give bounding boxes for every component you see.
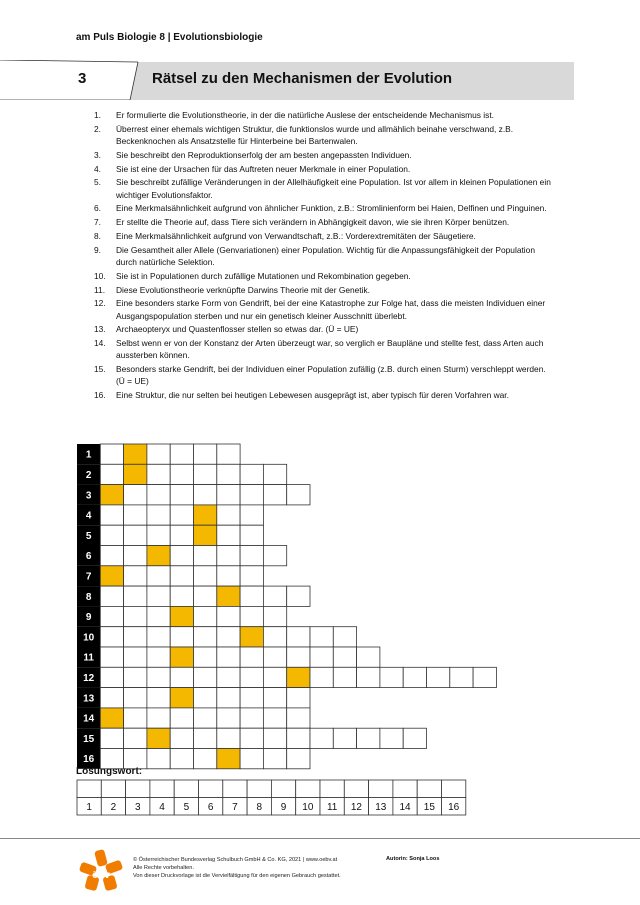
- clue-number: 9.: [94, 244, 101, 255]
- solution-letter-box[interactable]: [393, 780, 417, 798]
- clue-number: 1.: [94, 110, 101, 120]
- footer-divider: [0, 838, 640, 839]
- page-header: am Puls Biologie 8 | Evolutionsbiologie: [76, 32, 263, 43]
- solution-number: 12: [350, 802, 363, 813]
- section-number: 3: [78, 70, 87, 87]
- clue-number: 7.: [94, 217, 101, 228]
- clue-text: Eine Struktur, die nur selten bei heutigen Lebewesen ausgeprägt ist, aber typisch für deren Vorfahren war.: [116, 390, 509, 401]
- clue-number: 14.: [94, 338, 106, 349]
- row-number: 9: [85, 612, 92, 624]
- row-number: 1: [85, 449, 92, 461]
- row-number: 10: [83, 632, 95, 644]
- solution-number: 10: [302, 802, 314, 813]
- solution-letter-box[interactable]: [296, 780, 320, 798]
- clue-text: Archaeopteryx und Quastenflosser stellen so etwas dar. (Ü = UE): [116, 324, 359, 335]
- footer-copyright: [133, 856, 341, 880]
- solution-letter-box[interactable]: [77, 780, 101, 798]
- solution-number: 8: [256, 802, 263, 813]
- row-number: 11: [83, 652, 94, 664]
- solution-letter-box[interactable]: [344, 780, 368, 798]
- clue-number: 10.: [94, 270, 106, 281]
- page-title: Rätsel zu den Mechanismen der Evolution: [152, 70, 453, 87]
- clue-text: Überrest einer ehemals wichtigen Struktur, die funktionslos wurde und allmählich beinahe verschwand, z.B. Beckenknochen als Ansatzstelle für Hinterbeine bei Bartenwalen.: [116, 123, 514, 146]
- solution-number: 9: [280, 802, 287, 813]
- solution-letter-box[interactable]: [126, 780, 150, 798]
- clue-number: 2.: [94, 123, 101, 134]
- clue-text: Diese Evolutionstheorie verknüpfte Darwins Theorie mit der Genetik.: [116, 284, 371, 295]
- clue-text: Besonders starke Gendrift, bei der Individuen einer Population zufällig (z.B. durch einen Sturm) verschleppt werden. (Ü = UE): [116, 364, 546, 387]
- solution-letter-box[interactable]: [247, 780, 271, 798]
- solution-letter-box[interactable]: [199, 780, 223, 798]
- solution-letter-box[interactable]: [150, 780, 174, 798]
- clue-text: Eine besonders starke Form von Gendrift, bei der eine Katastrophe zur Folge hat, dass die meisten Individuen einer Ausgangspopulation sterben und nur ein genetisch kleiner Ausschnitt überlebt.: [116, 298, 546, 321]
- logo-text: öbv: [92, 870, 110, 881]
- clue-text: Sie ist in Populationen durch zufällige Mutationen und Rekombination gegeben.: [116, 270, 411, 281]
- clue-text: Sie beschreibt den Reproduktionserfolg der am besten angepassten Individuen.: [116, 149, 412, 160]
- clue-number: 3.: [94, 149, 101, 160]
- clue-number: 6.: [94, 203, 101, 214]
- solution-number: 15: [423, 802, 435, 813]
- row-number: 2: [85, 469, 92, 481]
- solution-number: 14: [399, 802, 411, 813]
- clue-text: Sie ist eine der Ursachen für das Auftreten neuer Merkmale in einer Population.: [116, 163, 411, 174]
- footer-author: Autorin: Sonja Loos: [386, 856, 440, 862]
- row-number: 3: [85, 490, 92, 502]
- footer-line: Von dieser Druckvorlage ist die Vervielfältigung für den eigenen Gebrauch gestattet.: [133, 873, 341, 879]
- solution-number: 3: [134, 802, 141, 813]
- footer-line: Alle Rechte vorbehalten.: [133, 865, 194, 871]
- solution-letter-box[interactable]: [442, 780, 466, 798]
- solution-letter-box[interactable]: [271, 780, 295, 798]
- row-number: 13: [83, 693, 95, 705]
- solution-number: 6: [207, 802, 214, 813]
- clue-number: 13.: [94, 324, 106, 335]
- row-number: 7: [85, 571, 92, 583]
- row-number: 5: [85, 530, 92, 542]
- solution-number: 2: [110, 802, 117, 813]
- row-number: 14: [83, 713, 95, 725]
- solution-letter-box[interactable]: [223, 780, 247, 798]
- solution-number: 13: [375, 802, 387, 813]
- footer-line: © Österreichischer Bundesverlag Schulbuch GmbH & Co. KG, 2021 | www.oebv.at: [133, 857, 338, 863]
- solution-letter-box[interactable]: [417, 780, 441, 798]
- clue-text: Er formulierte die Evolutionstheorie, in der die natürliche Auslese der entscheidende Mechanismus ist.: [116, 110, 495, 120]
- row-number: 6: [85, 551, 92, 563]
- row-number: 8: [85, 591, 92, 603]
- row-number: 16: [83, 754, 95, 766]
- solution-number: 16: [448, 802, 460, 813]
- clue-number: 8.: [94, 230, 101, 241]
- clue-number: 5.: [94, 177, 101, 188]
- clue-number: 4.: [94, 163, 101, 174]
- clue-text: Sie beschreibt zufällige Veränderungen in der Allelhäufigkeit eine Population. Ist vor allem in kleinen Populationen ein wichtiger Evolutionsfaktor.: [116, 177, 551, 200]
- solution-number: 1: [86, 802, 92, 813]
- clue-text: Selbst wenn er von der Konstanz der Arten überzeugt war, so verglich er Baupläne und stellte fest, dass Arten auch aussterben können.: [116, 338, 544, 361]
- clue-number: 12.: [94, 298, 106, 309]
- row-number: 12: [83, 672, 95, 684]
- solution-number: 4: [159, 802, 165, 813]
- solution-number: 5: [183, 802, 190, 813]
- clue-number: 11.: [94, 284, 106, 295]
- solution-letter-box[interactable]: [101, 780, 125, 798]
- clue-text: Eine Merkmalsähnlichkeit aufgrund von ähnlicher Funktion, z.B.: Stromlinienform bei Haien, Delfinen und Pinguinen.: [116, 203, 547, 214]
- publisher-logo: [78, 848, 124, 894]
- clue-number: 16.: [94, 390, 106, 401]
- clue-text: Eine Merkmalsähnlichkeit aufgrund von Verwandtschaft, z.B.: Vorderextremitäten der Säugetiere.: [116, 230, 476, 241]
- clue-number: 15.: [94, 364, 106, 375]
- solution-number: 7: [232, 802, 238, 813]
- solution-letter-box[interactable]: [320, 780, 344, 798]
- solution-letter-box[interactable]: [174, 780, 198, 798]
- row-number: 4: [85, 510, 92, 522]
- solution-number: 11: [326, 802, 338, 813]
- row-number: 15: [83, 733, 95, 745]
- solution-letter-box[interactable]: [369, 780, 393, 798]
- clue-text: Er stellte die Theorie auf, dass Tiere sich verändern in Abhängigkeit davon, wie sie ihren Körper benützen.: [116, 217, 510, 228]
- clue-text: Die Gesamtheit aller Allele (Genvariationen) einer Population. Wichtig für die Anpassungsfähigkeit der Population durch natürliche Selektion.: [116, 244, 535, 267]
- solution-label: Lösungswort:: [76, 766, 143, 777]
